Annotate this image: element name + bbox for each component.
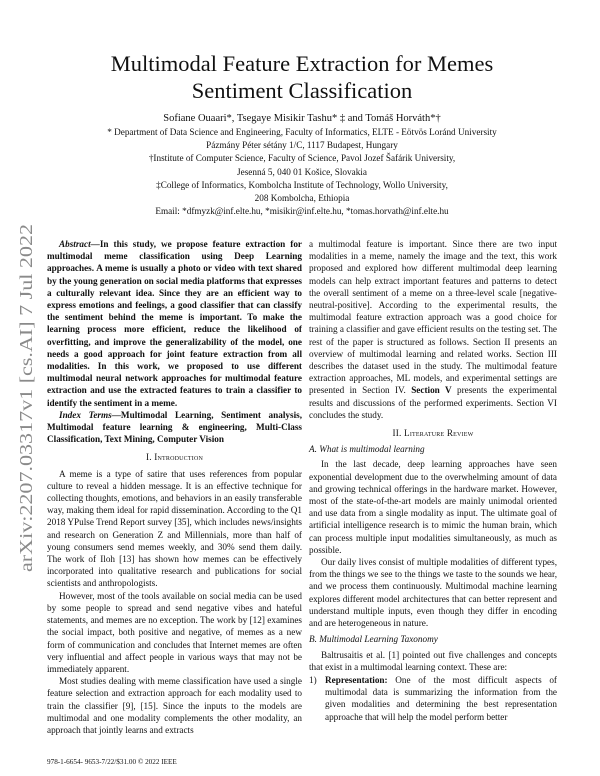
body-text: a multimodal feature is important. Since there are two input modalities in a meme, namely the image and the text, this work proposed and explored how different multimodal deep learning models can help extract important features and patterns to detect the overall sentiment of a meme on a three-level scale [negative-neutral-positive]. According to the experimental results, the multimodal feature extraction approach was a good choice for training a classifier and gave efficient results on the testing set. The rest of the paper is structured as follows. Section II presents an overview of multimodal learning and related works. Section III describes the dataset used in the study. The multimodal feature extraction approaches, ML models, and experimental settings are presented in Section IV. — [309, 239, 557, 396]
list-item-text — [325, 674, 557, 723]
affiliations — [60, 126, 544, 218]
paper-title-line-2: Sentiment Classification — [191, 78, 413, 103]
body-paragraph: In the last decade, deep learning approaches have seen exponential development due to the overwhelming amount of data and growing technical offerings in the hardware market. However, most of the state-of-the-art models are mainly unimodal oriented and use data from a single modality as input. The ultimate goal of artificial intelligence research is to mimic the human brain, which can process multiple input modalities simultaneously, as much as possible. — [309, 459, 557, 555]
copyright-footer: 978-1-6654- 9653-7/22/$31.00 © 2022 IEEE — [47, 758, 177, 766]
subsection-heading: A. What is multimodal learning — [309, 444, 425, 455]
body-paragraph — [309, 238, 557, 421]
list-item-body: One of the most difficult aspects of multimodal data is summarizing the information from the given modalities and determining the best representation approache that will help the model perform better — [325, 674, 557, 722]
index-terms-text: Multimodal Learning, Sentiment analysis, Multimodal feature learning & engineering, Multi-Class Classification, Text Mining, Computer Vision — [47, 409, 302, 445]
body-paragraph: A meme is a type of satire that uses references from popular culture to reveal a hidden message. It is an effective technique for collecting thoughts, emotions, and behaviors in an easily transferable way, making them ideal for rapid dissemination. According to the Q1 2018 YPulse Trend Report survey [35], which includes news/insights and research on Generation Z and Millennials, more than half of young consumers send memes weekly, and 30% send them daily. The work of Iloh [13] has shown how memes can be effectively incorporated into qualitative research and publications for social scientists and anthropologists. — [47, 468, 302, 589]
affiliation-line: ‡College of Informatics, Kombolcha Institute of Technology, Wollo University, — [156, 179, 448, 190]
abstract — [47, 238, 302, 445]
arxiv-identifier-text: arXiv:2207.03317v1 [cs.AI] 7 Jul 2022 — [16, 295, 36, 572]
body-paragraph: Most studies dealing with meme classification have used a single feature selection and extraction approach for each modality used to train the classifier [9], [15]. Since the inputs to the models are multimodal and one modality complements the other modality, an approach that jointly learns and extracts — [47, 676, 302, 735]
section-reference: Section V — [411, 385, 452, 396]
body-paragraph: However, most of the tools available on social media can be used by some people to spread and send negative vibes and hateful statements, and memes are no exception. The work by [12] examines the social impact, both positive and negative, of memes as a new form of communication and concludes that Internet memes are often very influential and affect people in various ways that may not be immediately apparent. — [47, 590, 302, 674]
paper-title — [60, 50, 544, 104]
list-item-number: 1) — [309, 674, 317, 685]
arxiv-identifier-stamp — [4, 222, 44, 572]
subsection-heading: B. Multimodal Learning Taxonomy — [309, 634, 438, 645]
affiliation-line: Jesenná 5, 040 01 Košice, Slovakia — [237, 166, 367, 177]
author-list: Sofiane Ouaari*, Tsegaye Misikir Tashu* ‡ and Tomáš Horváth*† — [163, 113, 441, 124]
list-item — [309, 674, 557, 723]
affiliation-line: Pázmány Péter sétány 1/C, 1117 Budapest, Hungary — [206, 140, 398, 151]
section-heading-introduction: I. Introduction — [145, 452, 204, 463]
abstract-label: Abstract— — [59, 239, 100, 249]
body-paragraph: Our daily lives consist of multiple modalities of different types, from the things we see to the things we taste to the sounds we hear, and we process them continuously. Multimodal machine learning explores different model architectures that can better represent and understand multiple inputs, even though they differ in encoding and are heterogeneous in nature. — [309, 557, 557, 629]
affiliation-line: 208 Kombolcha, Ethiopia — [254, 193, 350, 204]
body-paragraph: Baltrusaitis et al. [1] pointed out five challenges and concepts that exist in a multimodal learning context. These are: — [309, 649, 557, 672]
right-column — [309, 238, 557, 723]
affiliation-line: †Institute of Computer Science, Faculty of Science, Pavol Jozef Šafárik University, — [148, 153, 456, 164]
paper-title-line-1: Multimodal Feature Extraction for Memes — [110, 51, 494, 76]
author-emails: Email: *dfmyzk@inf.elte.hu, *misikir@inf.elte.hu, *tomas.horvath@inf.elte.hu — [155, 206, 449, 217]
section-heading-literature-review: II. Literature Review — [392, 428, 474, 439]
affiliation-line: * Department of Data Science and Engineering, Faculty of Informatics, ELTE - Eötvös Loránd University — [107, 127, 497, 137]
index-terms-label: Index Terms— — [59, 409, 121, 420]
list-item-term: Representation: — [325, 674, 388, 685]
left-column — [47, 238, 302, 736]
body-text: presents the experimental results and discussions of the performed experiments. Section VI concludes the study. — [309, 385, 557, 420]
abstract-text: In this study, we propose feature extraction for multimodal meme classification using Deep Learning approaches. A meme is usually a photo or video with text shared by the young generation on social media platforms that expresses a culturally relevant idea. Since they are an efficient way to express emotions and feelings, a good classifier that can classify the sentiment behind the meme is important. To make the learning process more efficient, reduce the likelihood of overfitting, and improve the generalizability of the model, one needs a good approach for joint feature extraction from all modalities. In this work, we proposed to use different multimodal neural network approaches for multimodal feature extraction and use the extracted features to train a classifier to identify the sentiment in a meme. — [47, 239, 302, 408]
